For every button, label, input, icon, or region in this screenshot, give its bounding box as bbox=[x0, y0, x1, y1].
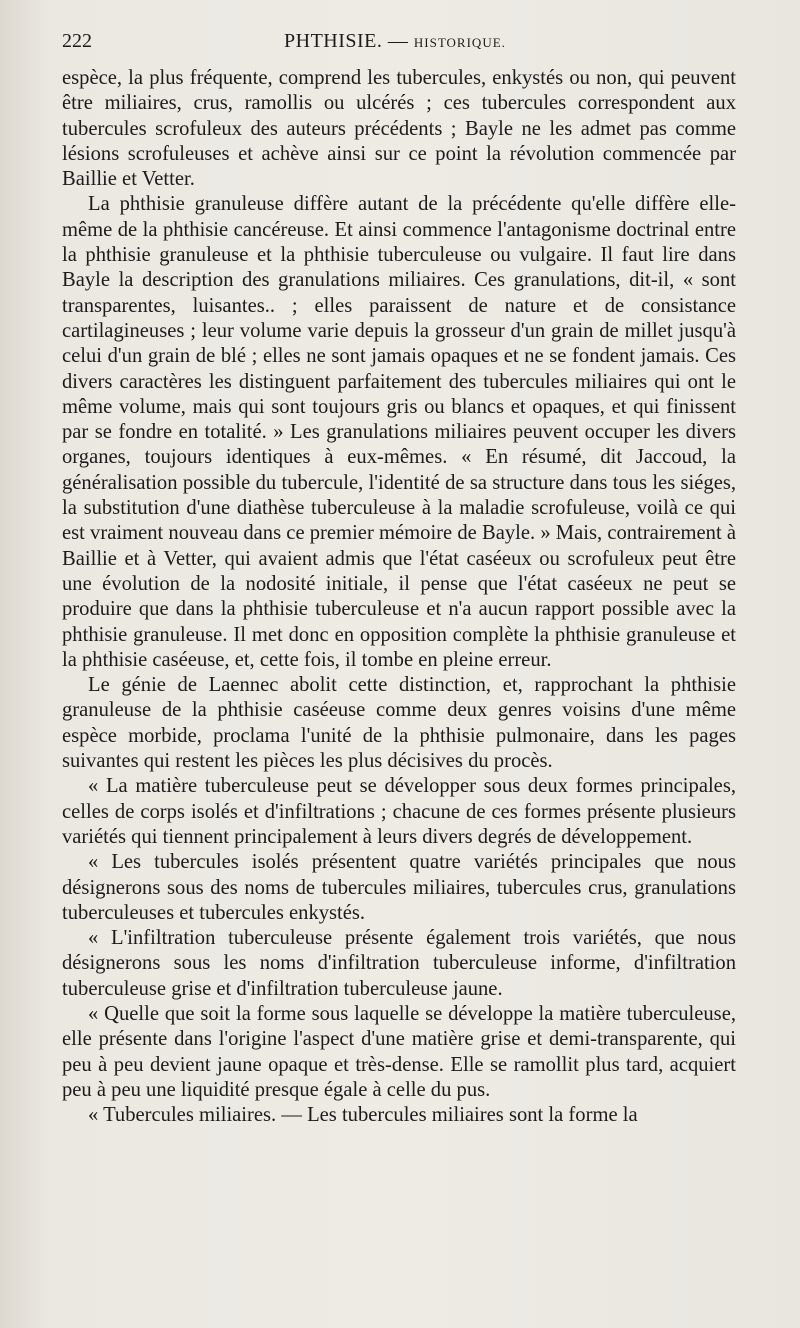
paragraph: « Les tubercules isolés présentent quatre variétés principales que nous désignerons sous des noms de tubercules miliaires, tubercules crus, granulations tuberculeuses et tubercules enkystés. bbox=[62, 851, 736, 924]
paragraph: Le génie de Laennec abolit cette distinction, et, rapprochant la phthisie granuleuse de la phthisie caséeuse comme deux genres voisins d'une même espèce morbide, proclama l'unité de la phthisie pulmonaire, dans les pages suivantes qui restent les pièces les plus décisives du procès. bbox=[62, 674, 736, 773]
title-subtitle: HISTORIQUE. bbox=[413, 35, 506, 50]
paragraph: « La matière tuberculeuse peut se développer sous deux formes principales, celles de corps isolés et d'infiltrations ; chacune de ces formes présente plusieurs variétés qui tiennent principalement à leurs divers degrés de développement. bbox=[62, 775, 736, 848]
title-main: PHTHISIE. bbox=[284, 30, 383, 52]
running-header bbox=[62, 30, 736, 56]
paragraph: La phthisie granuleuse diffère autant de la précédente qu'elle diffère elle-même de la phthisie cancéreuse. Et ainsi commence l'antagonisme doctrinal entre la phthisie granuleuse et la phthisie tuberculeuse ou vulgaire. Il faut lire dans Bayle la description des granulations miliaires. Ces granulations, dit-il, « sont transparentes, luisantes.. ; elles paraissent de nature et de consistance cartilagineuses ; leur volume varie depuis la grosseur d'un grain de millet jusqu'à celui d'un grain de blé ; elles ne sont jamais opaques et ne se fondent jamais. Ces divers caractères les distinguent parfaitement des tubercules miliaires qui ont le même volume, mais qui sont toujours gris ou blancs et opaques, et qui finissent par se fondre en totalité. » Les granulations miliaires peuvent occuper les divers organes, toujours identiques à eux-mêmes. « En résumé, dit Jaccoud, la généralisation possible du tubercule, l'identité de sa structure dans tous les siéges, la substitution d'une diathèse tuberculeuse à la maladie scrofuleuse, voilà ce qui est vraiment nouveau dans ce premier mémoire de Bayle. » Mais, contrairement à Baillie et à Vetter, qui avaient admis que l'état caséeux ou scrofuleux peut être une évolution de la nodosité initiale, il pense que l'état caséeux ne peut se produire que dans la phthisie tuberculeuse et n'a aucun rapport possible avec la phthisie granuleuse. Il met donc en opposition complète la phthisie granuleuse et la phthisie caséeuse, et, cette fois, il tombe en pleine erreur. bbox=[62, 193, 736, 671]
paragraph: « Tubercules miliaires. — Les tubercules miliaires sont la forme la bbox=[88, 1104, 638, 1127]
running-title bbox=[284, 30, 506, 53]
title-dash: — bbox=[387, 30, 409, 52]
body-text bbox=[62, 66, 736, 1128]
paragraph: « L'infiltration tuberculeuse présente également trois variétés, que nous désignerons sous les noms d'infiltration tuberculeuse informe, d'infiltration tuberculeuse grise et d'infiltration tuberculeuse jaune. bbox=[62, 927, 736, 1000]
paragraph: espèce, la plus fréquente, comprend les tubercules, enkystés ou non, qui peuvent être miliaires, crus, ramollis ou ulcérés ; ces tubercules correspondent aux tubercules scrofuleux des auteurs précédents ; Bayle ne les admet pas comme lésions scrofuleuses et achève ainsi sur ce point la révolution commencée par Baillie et Vetter. bbox=[62, 67, 736, 191]
paragraph: « Quelle que soit la forme sous laquelle se développe la matière tuberculeuse, elle présente dans l'origine l'aspect d'une matière grise et demi-transparente, qui peu à peu devient jaune opaque et très-dense. Elle se ramollit plus tard, acquiert peu à peu une liquidité presque égale à celle du pus. bbox=[62, 1002, 736, 1101]
page-number: 222 bbox=[62, 30, 92, 52]
